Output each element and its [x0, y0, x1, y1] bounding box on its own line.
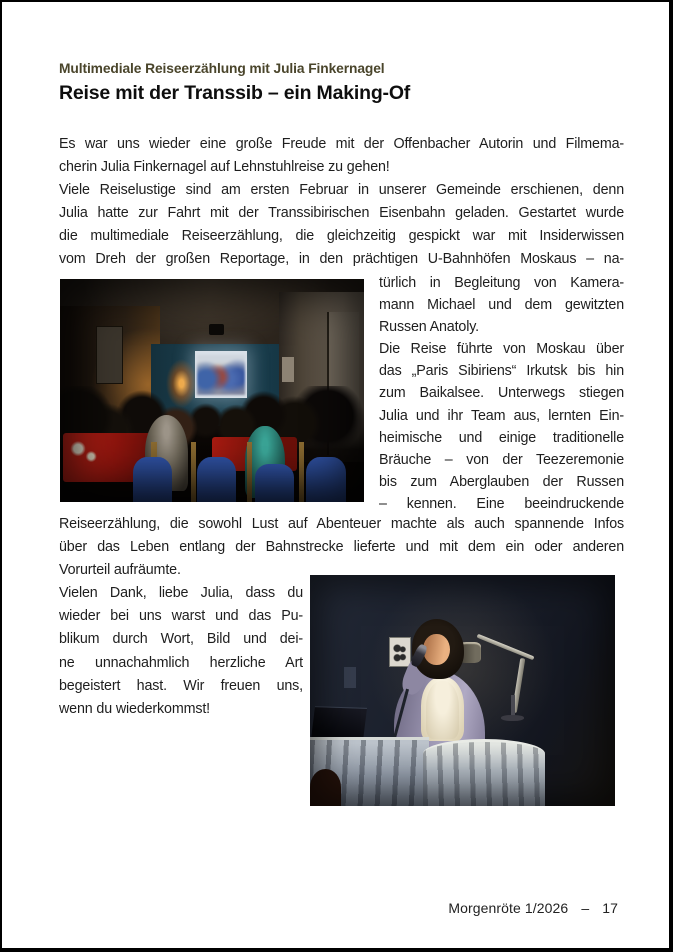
text-line: wenn du wiederkommst!: [59, 701, 211, 718]
text-line: die multimediale Reiseerzählung, die gleichzeitig gespickt war mit Insiderwissen: [59, 227, 624, 244]
page-number: 17: [602, 900, 618, 916]
text-line: begeistert hast. Wir freuen uns,: [59, 677, 303, 694]
text-line: zum Baikalsee. Unterwegs stiegen: [379, 385, 624, 402]
text-line: wieder bei uns warst und das Pu-: [59, 608, 303, 625]
text-line: Bräuche – von der Teezeremonie: [379, 451, 624, 468]
text-line: Vielen Dank, liebe Julia, dass du: [59, 585, 303, 601]
photo-speaker-lectern: [310, 575, 615, 806]
photo-vignette: [60, 279, 364, 502]
paragraph-middle: [59, 513, 624, 582]
paragraph-beside-photo1: [379, 272, 624, 515]
page-footer: [448, 900, 618, 916]
text-line: cherin Julia Finkernagel auf Lehnstuhlreise zu gehen!: [59, 158, 390, 175]
article-title: Reise mit der Transsib – ein Making-Of: [59, 82, 411, 104]
text-line: Julia und ihr Team aus, lernten Ein-: [379, 407, 624, 424]
text-line: Reiseerzählung, die sowohl Lust auf Abenteuer machte als auch spannende Infos: [59, 516, 624, 532]
photo-audience-hall: [60, 279, 364, 502]
footer-separator: –: [581, 900, 590, 916]
text-line: Die Reise führte von Moskau über: [379, 341, 624, 358]
photo-vignette: [310, 575, 615, 806]
magazine-name: Morgenröte 1/2026: [448, 900, 569, 916]
text-line: türlich in Begleitung von Kamera-: [379, 275, 624, 291]
text-line: heimische und einige traditionelle: [379, 429, 624, 446]
text-line: ne unnachahmlich herzliche Art: [59, 654, 303, 671]
text-line: Vorurteil aufräumte.: [59, 562, 181, 578]
text-line: das „Paris Sibiriens“ Irkutsk bis hin: [379, 363, 624, 380]
text-line: über das Leben entlang der Bahnstrecke lieferte und mit dem ein oder anderen: [59, 539, 624, 555]
text-line: Julia hatte zur Fahrt mit der Transsibirischen Eisenbahn geladen. Gestartet wurde: [59, 204, 624, 221]
text-line: – kennen. Eine beeindruckende: [379, 495, 624, 512]
article-kicker: Multimediale Reiseerzählung mit Julia Finkernagel: [59, 61, 385, 76]
paragraph-thanks: [59, 582, 303, 721]
text-line: vom Dreh der großen Reportage, in den prächtigen U-Bahnhöfen Moskaus – na-: [59, 250, 624, 267]
paragraph-intro: [59, 133, 624, 270]
text-line: Russen Anatoly.: [379, 319, 480, 336]
text-line: bis zum Aberglauben der Russen: [379, 473, 624, 490]
text-line: Viele Reiselustige sind am ersten Februar in unserer Gemeinde erschienen, denn: [59, 181, 624, 198]
text-line: blikum durch Wort, Bild und dei-: [59, 631, 303, 648]
text-line: mann Michael und dem gewitzten: [379, 297, 624, 314]
text-line: Es war uns wieder eine große Freude mit der Offenbacher Autorin und Filmema-: [59, 136, 624, 152]
